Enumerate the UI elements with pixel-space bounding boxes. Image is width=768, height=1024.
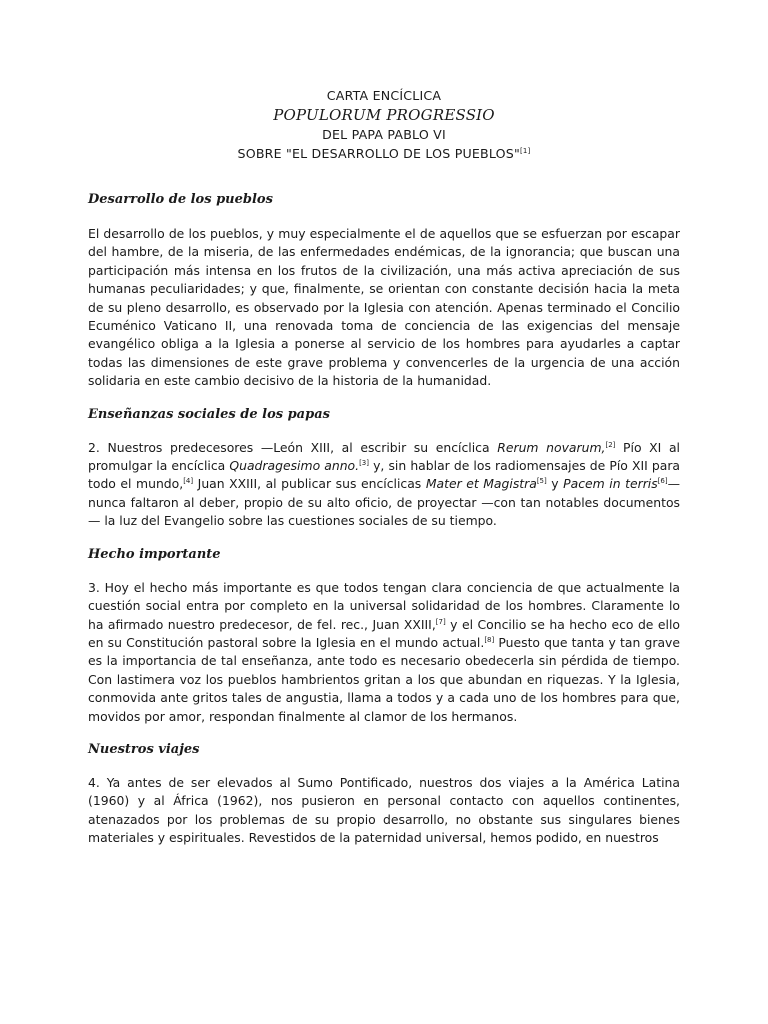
footnote-ref[interactable]: [1]: [519, 146, 531, 155]
cited-work: Quadragesimo anno.: [229, 458, 360, 474]
encyclical-label: CARTA ENCÍCLICA: [326, 88, 442, 103]
cited-work: Mater et Magistra: [425, 476, 537, 492]
document-page: [88, 86, 680, 848]
subject-text: SOBRE "EL DESARROLLO DE LOS PUEBLOS": [237, 146, 520, 161]
section-heading: Hecho importante: [88, 546, 221, 562]
section-heading: Desarrollo de los pueblos: [88, 192, 273, 207]
paragraph-text: y: [546, 476, 564, 492]
paragraph-text: Pío XI al promulgar la encíclica: [88, 439, 680, 474]
paragraph-text: Juan XXIII, al publicar sus encíclicas: [193, 476, 426, 492]
footnote-ref[interactable]: [3]: [359, 458, 369, 467]
document-header: [88, 86, 680, 163]
footnote-ref[interactable]: [2]: [605, 440, 616, 449]
paragraph-text: Puesto que tanta y tan grave es la importancia de tal enseñanza, ante todo es necesario obedecerla sin pérdida de tiempo. Con lastimera voz los pueblos hambrientos gritan a los que abundan en riquezas. Y la Iglesia, conmovida ante gritos tales de angustia, llama a todos y a cada uno de los hombres para que, movidos por amor, respondan finalmente al clamor de los hermanos.: [88, 634, 680, 724]
footnote-ref[interactable]: [5]: [536, 477, 547, 486]
document-title: POPULORUM PROGRESSIO: [273, 106, 495, 124]
footnote-ref[interactable]: [7]: [435, 617, 446, 626]
section-paragraph: [88, 579, 680, 726]
paragraph-text: y, sin hablar de los radiomensajes de Pío XII para todo el mundo,: [88, 458, 681, 492]
cited-work: Rerum novarum,: [497, 439, 606, 455]
paragraph-text: — nunca faltaron al deber, propio de su alto oficio, de proyectar —con tan notables documentos— la luz del Evangelio sobre las cuestiones sociales de su tiempo.: [88, 476, 680, 529]
paragraph-text: 3. Hoy el hecho más importante es que todos tengan clara conciencia de que actualmente la cuestión social entra por completo en la universal solidaridad de los hombres. Claramente lo ha afirmado nuestro predecesor, de fel. rec., Juan XXIII,: [88, 579, 680, 632]
subject-line: [88, 144, 680, 163]
section-paragraph: [88, 439, 680, 531]
section-paragraph: El desarrollo de los pueblos, y muy especialmente el de aquellos que se esfuerzan por escapar del hambre, de la miseria, de las enfermedades endémicas, de la ignorancia; que buscan una participación más intensa en los frutos de la civilización, una más activa apreciación de sus humanas peculiaridades; y que, finalmente, se orientan con constante decisión hacia la meta de su pleno desarrollo, es observado por la Iglesia con atención. Apenas terminado el Concilio Ecuménico Vaticano II, una renovada toma de conciencia de las exigencias del mensaje evangélico obliga a la Iglesia a ponerse al servicio de los hombres para ayudarles a captar todas las dimensiones de este grave problema y convencerles de la urgencia de una acción solidaria en este cambio decisivo de la historia de la humanidad.: [88, 226, 680, 389]
paragraph-text: y el Concilio se ha hecho eco de ello en su Constitución pastoral sobre la Iglesia en el mundo actual.: [88, 616, 680, 650]
section-heading: Nuestros viajes: [88, 741, 200, 757]
section-paragraph: 4. Ya antes de ser elevados al Sumo Pontificado, nuestros dos viajes a la América Latina (1960) y al África (1962), nos pusieron en personal contacto con aquellos continentes, atenazados por los problemas de su propio desarrollo, no obstante sus singulares bienes materiales y espirituales. Revestidos de la paternidad universal, hemos podido, en nuestros: [88, 774, 680, 846]
cited-work: Pacem in terris: [563, 476, 658, 492]
footnote-ref[interactable]: [6]: [657, 477, 668, 486]
footnote-ref[interactable]: [8]: [484, 635, 495, 644]
paragraph-text: 2. Nuestros predecesores —León XIII, al escribir su encíclica: [88, 439, 498, 455]
footnote-ref[interactable]: [4]: [183, 477, 194, 486]
section-heading: Enseñanzas sociales de los papas: [88, 406, 330, 422]
author-line: DEL PAPA PABLO VI: [322, 127, 446, 142]
